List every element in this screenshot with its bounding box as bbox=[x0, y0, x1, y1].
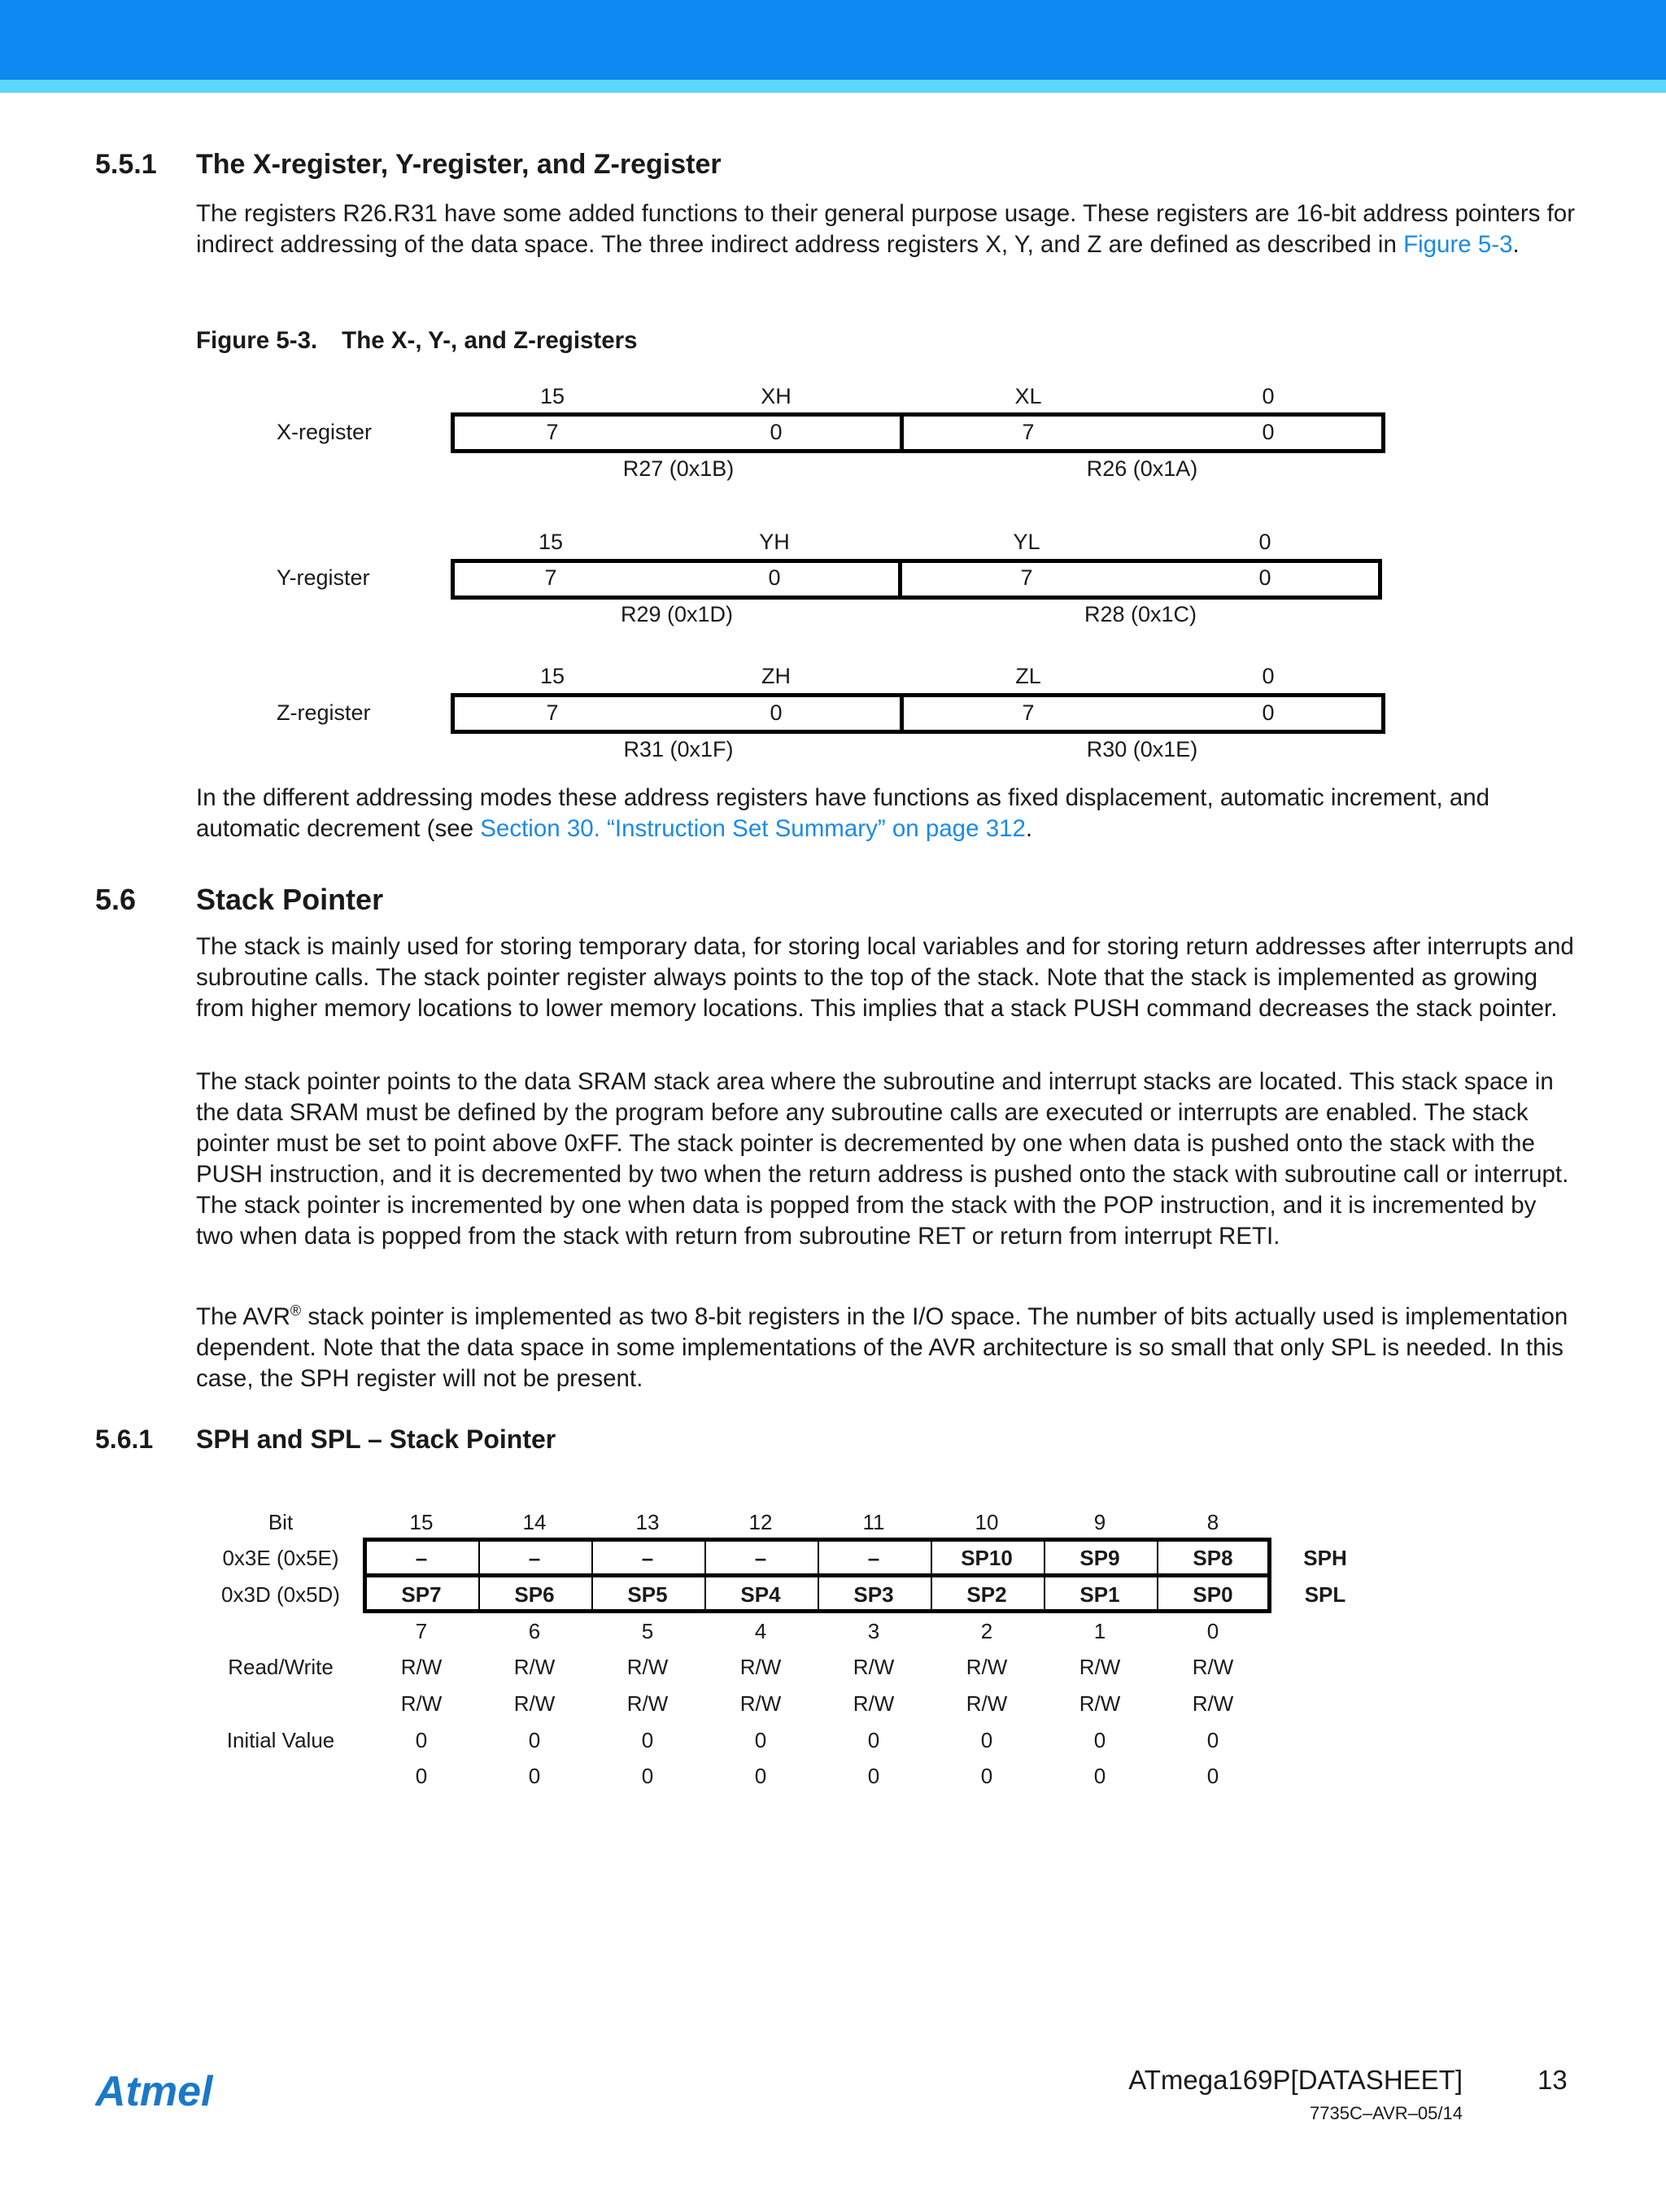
initial-value: 0 bbox=[1206, 1728, 1219, 1752]
bit-number: 12 bbox=[748, 1510, 773, 1534]
bit-low-label: 0 bbox=[1262, 664, 1275, 688]
cell-bit: 0 bbox=[768, 565, 781, 590]
bit-high-label: 15 bbox=[538, 530, 564, 554]
cell-bit: 0 bbox=[1258, 565, 1271, 590]
initial-value-label: Initial Value bbox=[226, 1728, 335, 1752]
rw-value: R/W bbox=[1192, 1655, 1234, 1679]
initial-value: 0 bbox=[415, 1764, 428, 1788]
low-register-label: R28 (0x1C) bbox=[1084, 602, 1197, 626]
section-title: SPH and SPL – Stack Pointer bbox=[196, 1424, 556, 1454]
bit-high-label: 15 bbox=[539, 384, 565, 408]
bit-number: 2 bbox=[980, 1619, 993, 1643]
bit-number: 6 bbox=[528, 1619, 541, 1643]
spl-cell: SP4 bbox=[740, 1582, 781, 1607]
bit-number: 14 bbox=[522, 1510, 547, 1534]
bit-number: 7 bbox=[415, 1619, 428, 1643]
initial-value: 0 bbox=[641, 1728, 654, 1752]
bit-number: 9 bbox=[1093, 1510, 1106, 1534]
register-name: Z-register bbox=[277, 700, 371, 725]
header-accent-line bbox=[0, 80, 1666, 93]
spl-name: SPL bbox=[1304, 1582, 1346, 1607]
page-number: 13 bbox=[1537, 2065, 1568, 2095]
section-title: The X-register, Y-register, and Z-register bbox=[196, 149, 722, 180]
column-divider bbox=[1157, 1538, 1158, 1613]
rw-value: R/W bbox=[400, 1655, 443, 1679]
low-byte-label: XL bbox=[1014, 384, 1042, 408]
bit-number: 1 bbox=[1093, 1619, 1106, 1643]
column-divider bbox=[1044, 1538, 1045, 1613]
column-divider bbox=[478, 1538, 480, 1613]
rw-value: R/W bbox=[626, 1691, 669, 1716]
sph-cell: – bbox=[754, 1546, 767, 1570]
high-byte-label: ZH bbox=[761, 664, 791, 688]
rw-value: R/W bbox=[853, 1691, 895, 1716]
cell-bit: 7 bbox=[546, 700, 559, 725]
bit-label: Bit bbox=[268, 1510, 294, 1534]
figure-title: The X-, Y-, and Z-registers bbox=[342, 327, 638, 354]
section-number: 5.6.1 bbox=[95, 1424, 154, 1454]
initial-value: 0 bbox=[754, 1728, 767, 1752]
initial-value: 0 bbox=[1093, 1764, 1106, 1788]
register-box bbox=[451, 693, 1385, 734]
section-title: Stack Pointer bbox=[196, 883, 384, 916]
bit-number: 5 bbox=[641, 1619, 654, 1643]
atmel-logo bbox=[95, 2068, 242, 2117]
bit-number: 4 bbox=[754, 1619, 767, 1643]
bit-number: 0 bbox=[1206, 1619, 1219, 1643]
register-box bbox=[451, 412, 1385, 453]
document-title: ATmega169P[DATASHEET] bbox=[1128, 2065, 1463, 2095]
high-register-label: R27 (0x1B) bbox=[622, 456, 735, 481]
section-number: 5.6 bbox=[95, 883, 137, 916]
sph-cell: SP10 bbox=[961, 1546, 1013, 1570]
cell-bit: 7 bbox=[1022, 700, 1035, 725]
rw-value: R/W bbox=[966, 1655, 1008, 1679]
initial-value: 0 bbox=[867, 1728, 880, 1752]
column-divider bbox=[704, 1538, 706, 1613]
cell-bit: 0 bbox=[1262, 420, 1275, 444]
sph-name: SPH bbox=[1303, 1546, 1347, 1570]
byte-divider bbox=[900, 693, 904, 734]
register-name: Y-register bbox=[277, 565, 370, 590]
spl-cell: SP1 bbox=[1079, 1582, 1120, 1607]
figure-number: Figure 5-3. bbox=[196, 327, 318, 354]
header-bar bbox=[0, 0, 1666, 80]
rw-value: R/W bbox=[739, 1655, 782, 1679]
rw-value: R/W bbox=[513, 1691, 556, 1716]
bit-number: 11 bbox=[862, 1510, 885, 1534]
bit-number: 3 bbox=[867, 1619, 880, 1643]
byte-divider bbox=[900, 412, 904, 453]
rw-value: R/W bbox=[626, 1655, 669, 1679]
high-byte-label: YH bbox=[759, 530, 790, 554]
initial-value: 0 bbox=[1206, 1764, 1219, 1788]
initial-value: 0 bbox=[980, 1728, 993, 1752]
spl-cell: SP3 bbox=[853, 1582, 894, 1607]
sph-cell: – bbox=[528, 1546, 541, 1570]
initial-value: 0 bbox=[528, 1728, 541, 1752]
bit-number: 13 bbox=[635, 1510, 660, 1534]
svg-text:Atmel: Atmel bbox=[95, 2068, 213, 2115]
high-register-label: R31 (0x1F) bbox=[623, 737, 734, 761]
initial-value: 0 bbox=[1093, 1728, 1106, 1752]
paragraph: In the different addressing modes these address registers have functions as fixed displacement, automatic increment, and automatic decrement (see Section 30. “Instruction Set Summary” on page 312. bbox=[196, 784, 1490, 842]
column-divider bbox=[931, 1538, 932, 1613]
cell-bit: 7 bbox=[1022, 420, 1035, 444]
initial-value: 0 bbox=[980, 1764, 993, 1788]
low-byte-label: ZL bbox=[1015, 664, 1041, 688]
figure-link[interactable]: Figure 5-3 bbox=[1403, 231, 1513, 258]
initial-value: 0 bbox=[867, 1764, 880, 1788]
section-link[interactable]: Section 30. “Instruction Set Summary” on page 312 bbox=[480, 815, 1026, 842]
cell-bit: 7 bbox=[546, 420, 559, 444]
bit-high-label: 15 bbox=[539, 664, 565, 688]
initial-value: 0 bbox=[754, 1764, 767, 1788]
column-divider bbox=[818, 1538, 819, 1613]
high-register-label: R29 (0x1D) bbox=[620, 602, 734, 626]
register-box bbox=[451, 559, 1382, 600]
document-code: 7735C–AVR–05/14 bbox=[1310, 2103, 1463, 2123]
bit-number: 15 bbox=[409, 1510, 434, 1534]
cell-bit: 7 bbox=[1020, 565, 1033, 590]
cell-bit: 0 bbox=[770, 420, 783, 444]
rw-value: R/W bbox=[400, 1691, 443, 1716]
initial-value: 0 bbox=[528, 1764, 541, 1788]
section-number: 5.5.1 bbox=[95, 149, 157, 180]
rw-value: R/W bbox=[513, 1655, 556, 1679]
spl-cell: SP2 bbox=[966, 1582, 1007, 1607]
sph-cell: SP9 bbox=[1079, 1546, 1120, 1570]
sph-address: 0x3E (0x5E) bbox=[222, 1546, 339, 1570]
bit-low-label: 0 bbox=[1262, 384, 1275, 408]
sph-cell: – bbox=[641, 1546, 654, 1570]
paragraph: The registers R26.R31 have some added functions to their general purpose usage. These registers are 16-bit address pointers for indirect addressing of the data space. The three indirect address registers X, Y, and Z are defined as described in Figure 5-3. bbox=[196, 200, 1576, 258]
spl-cell: SP0 bbox=[1193, 1582, 1233, 1607]
sph-cell: SP8 bbox=[1193, 1546, 1233, 1570]
bit-low-label: 0 bbox=[1258, 530, 1271, 554]
column-divider bbox=[591, 1538, 593, 1613]
read-write-label: Read/Write bbox=[228, 1655, 334, 1679]
sph-cell: – bbox=[867, 1546, 880, 1570]
cell-bit: 0 bbox=[1262, 700, 1275, 725]
byte-divider bbox=[898, 559, 902, 600]
cell-bit: 7 bbox=[544, 565, 557, 590]
bit-number: 8 bbox=[1206, 1510, 1219, 1534]
initial-value: 0 bbox=[415, 1728, 428, 1752]
rw-value: R/W bbox=[966, 1691, 1008, 1716]
spl-cell: SP5 bbox=[627, 1582, 668, 1607]
initial-value: 0 bbox=[641, 1764, 654, 1788]
bit-number: 10 bbox=[975, 1510, 999, 1534]
low-byte-label: YL bbox=[1013, 530, 1040, 554]
cell-bit: 0 bbox=[770, 700, 783, 725]
low-register-label: R30 (0x1E) bbox=[1086, 737, 1198, 761]
low-register-label: R26 (0x1A) bbox=[1086, 456, 1198, 481]
rw-value: R/W bbox=[1079, 1655, 1121, 1679]
rw-value: R/W bbox=[1079, 1691, 1121, 1716]
register-name: X-register bbox=[277, 420, 373, 444]
rw-value: R/W bbox=[739, 1691, 782, 1716]
paragraph: The stack is mainly used for storing temporary data, for storing local variables and for storing return addresses after interrupts and subroutine calls. The stack pointer register always points to the top of the stack. Note that the stack is implemented as growing from higher memory locations to lower memory locations. This implies that a stack PUSH command decreases the stack pointer. bbox=[196, 933, 1574, 1022]
paragraph: The stack pointer points to the data SRAM stack area where the subroutine and interrupt stacks are located. This stack space in the data SRAM must be defined by the program before any subroutine calls are executed or interrupts are enabled. The stack pointer must be set to point above 0xFF. The stack pointer is decremented by one when data is pushed onto the stack with the PUSH instruction, and it is decremented by two when the return address is pushed onto the stack with subroutine call or interrupt. The stack pointer is incremented by one when data is popped from the stack with the POP instruction, and it is incremented by two when data is popped from the stack with return from subroutine RET or return from interrupt RETI. bbox=[196, 1068, 1569, 1250]
spl-cell: SP6 bbox=[514, 1582, 555, 1607]
figure-caption bbox=[196, 327, 638, 355]
spl-cell: SP7 bbox=[401, 1582, 442, 1607]
rw-value: R/W bbox=[1192, 1691, 1234, 1716]
sph-cell: – bbox=[415, 1546, 428, 1570]
paragraph: The AVR® stack pointer is implemented as two 8-bit registers in the I/O space. The number of bits actually used is implementation dependent. Note that the data space in some implementations of the AVR architecture is so small that only SPL is needed. In this case, the SPH register will not be present. bbox=[196, 1302, 1568, 1392]
high-byte-label: XH bbox=[761, 384, 792, 408]
rw-value: R/W bbox=[853, 1655, 895, 1679]
spl-address: 0x3D (0x5D) bbox=[221, 1582, 340, 1607]
